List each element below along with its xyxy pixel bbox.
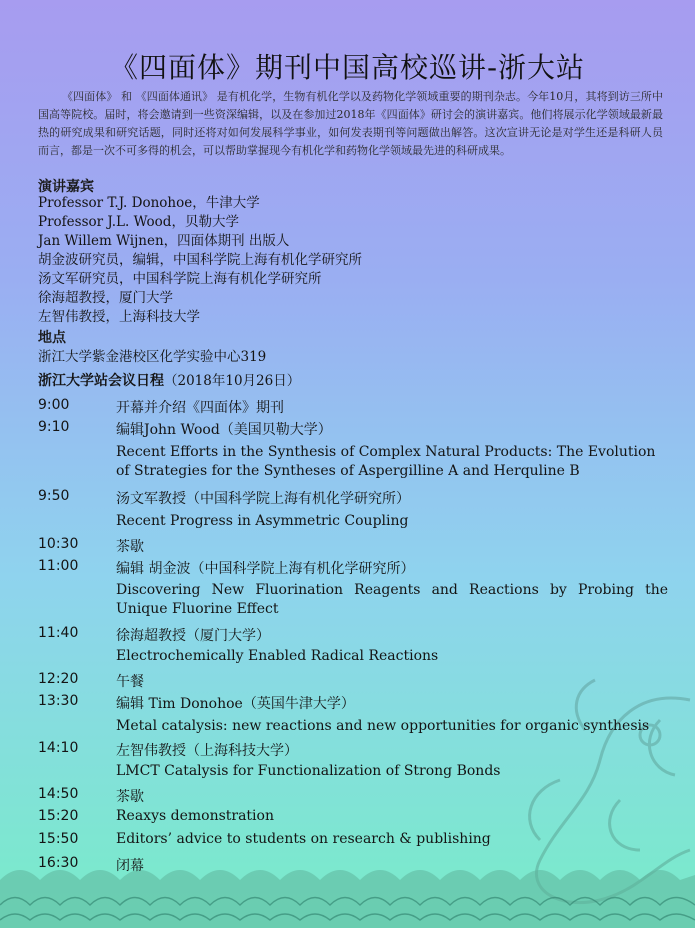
schedule-time: 15:50 [38, 831, 79, 847]
schedule-time: 16:30 [38, 855, 79, 871]
intro-paragraph: 《四面体》 和 《四面体通讯》 是有机化学，生物有机化学以及药物化学领域重要的期刊杂志。今年10月，其将到访三所中国高等院校。届时，将会邀请到一些资深编辑，以及在参加过2018年《四面体》研讨会的演讲嘉宾。他们将展示化学领域最新最热的研究成果和研究话题，同时还将对如何发展科学事业，如何发表期刊等问题做出解答。这次宣讲无论是对学生还是科研人员而言，都是一次不可多得的机会，可以帮助掌握现今有机化学和药物化学领域最先进的科研成果。 [38, 90, 663, 157]
schedule-time: 13:30 [38, 693, 79, 709]
speaker-item: 胡金波研究员，编辑，中国科学院上海有机化学研究所 [38, 252, 362, 268]
talk-title: Discovering New Fluorination Reagents and Reactions by Probing the Unique Fluorine Effect [116, 582, 668, 617]
schedule-time: 14:10 [38, 740, 79, 756]
speaker-item: 汤文军研究员，中国科学院上海有机化学研究所 [38, 271, 322, 287]
schedule-time: 9:10 [38, 419, 70, 435]
talk-title: LMCT Catalysis for Functionalization of Strong Bonds [116, 763, 501, 779]
schedule-time: 14:50 [38, 786, 79, 802]
schedule-event: 编辑John Wood（美国贝勒大学） [116, 422, 332, 438]
schedule-event: 左智伟教授（上海科技大学） [116, 743, 298, 759]
schedule-event: 茶歇 [116, 539, 144, 555]
schedule-event: 闭幕 [116, 858, 144, 874]
schedule-time: 15:20 [38, 808, 79, 824]
schedule-event: 午餐 [116, 674, 144, 690]
talk-title: Recent Efforts in the Synthesis of Complex Natural Products: The Evolution of Strategies for the Syntheses of Aspergilline A and Herquline B [116, 444, 656, 479]
speaker-item: Professor J.L. Wood，贝勒大学 [38, 214, 239, 230]
speaker-item: 徐海超教授，厦门大学 [38, 290, 173, 306]
location-heading: 地点 [38, 330, 66, 346]
schedule-time: 12:20 [38, 671, 79, 687]
schedule-event: 编辑 胡金波（中国科学院上海有机化学研究所） [116, 561, 415, 577]
speaker-item: 左智伟教授，上海科技大学 [38, 309, 200, 325]
schedule-time: 10:30 [38, 536, 79, 552]
speaker-item: Jan Willem Wijnen，四面体期刊 出版人 [38, 233, 290, 249]
talk-title: Recent Progress in Asymmetric Coupling [116, 513, 409, 529]
schedule-event: 茶歇 [116, 789, 144, 805]
schedule-event: Editors’ advice to students on research & publishing [116, 831, 491, 847]
schedule-event: 徐海超教授（厦门大学） [116, 628, 270, 644]
schedule-date: （2018年10月26日） [164, 373, 301, 389]
schedule-event: 开幕并介绍《四面体》期刊 [116, 400, 284, 416]
schedule-time: 9:50 [38, 488, 70, 504]
talk-title: Electrochemically Enabled Radical Reactions [116, 648, 439, 664]
talk-title: Metal catalysis: new reactions and new opportunities for organic synthesis [116, 718, 650, 734]
schedule-title: 浙江大学站会议日程 [38, 373, 164, 389]
speakers-heading: 演讲嘉宾 [38, 179, 94, 195]
schedule-event: 汤文军教授（中国科学院上海有机化学研究所） [116, 491, 410, 507]
speaker-item: Professor T.J. Donohoe，牛津大学 [38, 195, 260, 211]
schedule-event: 编辑 Tim Donohoe（英国牛津大学） [116, 696, 355, 712]
location-text: 浙江大学紫金港校区化学实验中心319 [38, 349, 267, 365]
schedule-time: 9:00 [38, 397, 70, 413]
schedule-time: 11:00 [38, 558, 79, 574]
schedule-event: Reaxys demonstration [116, 808, 274, 824]
page-title: 《四面体》期刊中国高校巡讲-浙大站 [109, 51, 586, 84]
schedule-time: 11:40 [38, 625, 79, 641]
